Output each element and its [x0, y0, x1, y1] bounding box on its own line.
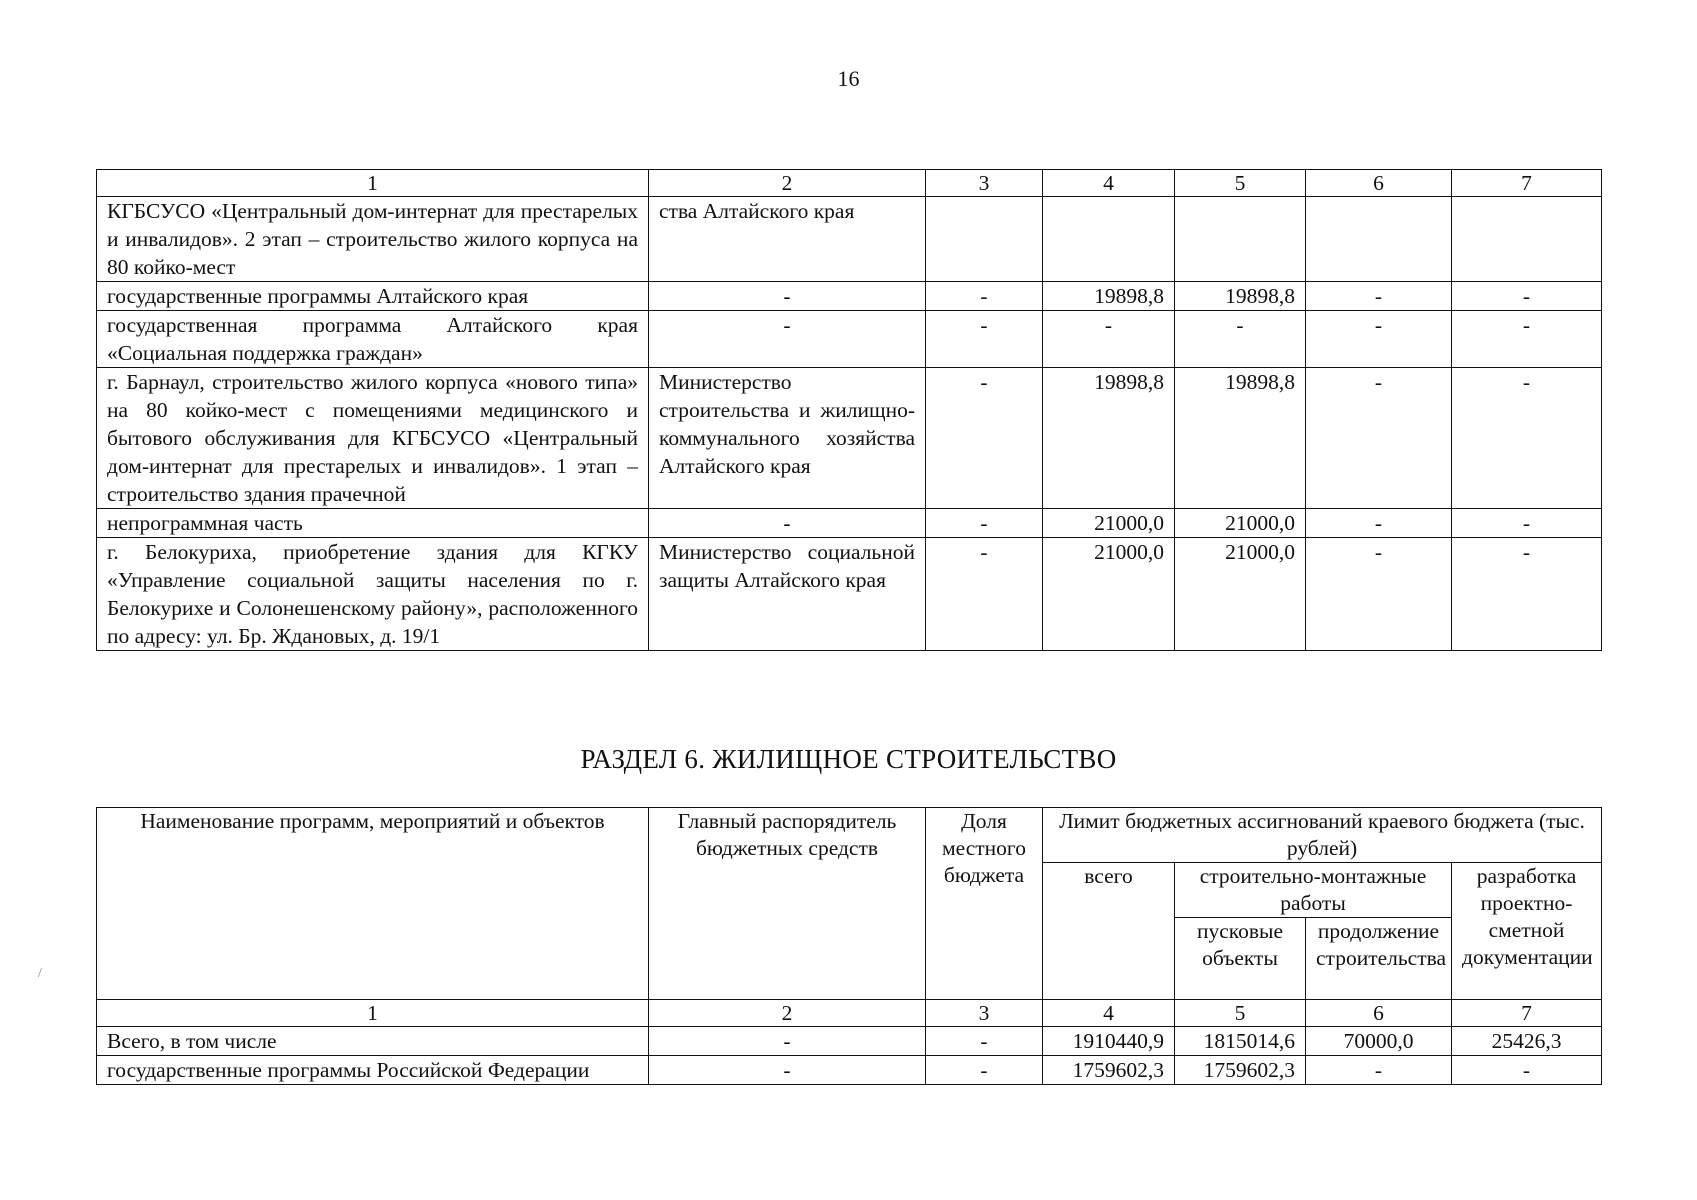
- column-number: 7: [1452, 170, 1602, 197]
- total-cell: 1910440,9: [1043, 1027, 1175, 1056]
- header-construction-works: строительно-монтажные работы: [1175, 863, 1452, 918]
- launch-objects-cell: 1759602,3: [1175, 1056, 1306, 1085]
- header-total: всего: [1043, 863, 1175, 1000]
- total-cell: -: [1043, 311, 1175, 368]
- column-numbers-row: [97, 170, 1602, 197]
- column-number: 2: [649, 1000, 926, 1027]
- launch-objects-cell: 21000,0: [1175, 538, 1306, 651]
- housing-construction-table: [96, 807, 1602, 1085]
- table-row: [97, 538, 1602, 651]
- distributor-cell: -: [649, 282, 926, 311]
- header-continuation: продолжение строительства: [1306, 918, 1452, 1000]
- total-cell: [1043, 197, 1175, 282]
- object-name-cell: Всего, в том числе: [97, 1027, 649, 1056]
- object-name-cell: г. Белокуриха, приобретение здания для КГКУ «Управление социальной защиты населения по г. Белокурихе и Солонешенскому району», расположенного по адресу: ул. Бр. Ждановых, д. 19/1: [97, 538, 649, 651]
- local-share-cell: -: [926, 509, 1043, 538]
- header-distributor: Главный распорядитель бюджетных средств: [649, 808, 926, 1000]
- continuation-cell: [1306, 197, 1452, 282]
- column-number: 4: [1043, 1000, 1175, 1027]
- launch-objects-cell: 1815014,6: [1175, 1027, 1306, 1056]
- header-local-share: Доля местного бюджета: [926, 808, 1043, 1000]
- total-cell: 19898,8: [1043, 282, 1175, 311]
- local-share-cell: -: [926, 1056, 1043, 1085]
- header-row: [97, 808, 1602, 863]
- column-number: 5: [1175, 1000, 1306, 1027]
- distributor-cell: -: [649, 311, 926, 368]
- column-number: 1: [97, 1000, 649, 1027]
- objects-table-continuation: [96, 169, 1602, 651]
- total-cell: 19898,8: [1043, 368, 1175, 509]
- launch-objects-cell: -: [1175, 311, 1306, 368]
- design-docs-cell: 25426,3: [1452, 1027, 1602, 1056]
- launch-objects-cell: [1175, 197, 1306, 282]
- column-number: 2: [649, 170, 926, 197]
- distributor-cell: ства Алтайского края: [649, 197, 926, 282]
- distributor-cell: Министерство социальной защиты Алтайского края: [649, 538, 926, 651]
- table-row: [97, 311, 1602, 368]
- design-docs-cell: -: [1452, 1056, 1602, 1085]
- continuation-cell: -: [1306, 509, 1452, 538]
- object-name-cell: государственные программы Алтайского края: [97, 282, 649, 311]
- launch-objects-cell: 19898,8: [1175, 282, 1306, 311]
- table-row: [97, 509, 1602, 538]
- table-row: [97, 1056, 1602, 1085]
- object-name-cell: непрограммная часть: [97, 509, 649, 538]
- distributor-cell: -: [649, 509, 926, 538]
- table-row: [97, 282, 1602, 311]
- page-number: 16: [837, 66, 860, 91]
- column-number: 1: [97, 170, 649, 197]
- continuation-cell: -: [1306, 311, 1452, 368]
- section-title: РАЗДЕЛ 6. ЖИЛИЩНОЕ СТРОИТЕЛЬСТВО: [580, 744, 1117, 774]
- local-share-cell: -: [926, 311, 1043, 368]
- design-docs-cell: [1452, 197, 1602, 282]
- column-number: 4: [1043, 170, 1175, 197]
- header-design-docs: разработка проектно-сметной документации: [1452, 863, 1602, 1000]
- column-number: 6: [1306, 1000, 1452, 1027]
- continuation-cell: 70000,0: [1306, 1027, 1452, 1056]
- object-name-cell: государственная программа Алтайского края «Социальная поддержка граждан»: [97, 311, 649, 368]
- header-launch-objects: пусковые объекты: [1175, 918, 1306, 1000]
- distributor-cell: -: [649, 1027, 926, 1056]
- object-name-cell: государственные программы Российской Федерации: [97, 1056, 649, 1085]
- design-docs-cell: -: [1452, 509, 1602, 538]
- total-cell: 1759602,3: [1043, 1056, 1175, 1085]
- column-number: 6: [1306, 170, 1452, 197]
- column-number: 5: [1175, 170, 1306, 197]
- local-share-cell: -: [926, 538, 1043, 651]
- object-name-cell: г. Барнаул, строительство жилого корпуса «нового типа» на 80 койко-мест с помещениями медицинского и бытового обслуживания для КГБСУСО «Центральный дом-интернат для престарелых и инвалидов». 1 этап – строительство здания прачечной: [97, 368, 649, 509]
- total-cell: 21000,0: [1043, 509, 1175, 538]
- scan-artifact-mark: /: [38, 966, 42, 981]
- design-docs-cell: -: [1452, 368, 1602, 509]
- header-name: Наименование программ, мероприятий и объектов: [97, 808, 649, 1000]
- launch-objects-cell: 21000,0: [1175, 509, 1306, 538]
- continuation-cell: -: [1306, 1056, 1452, 1085]
- column-numbers-row: [97, 1000, 1602, 1027]
- total-cell: 21000,0: [1043, 538, 1175, 651]
- object-name-cell: КГБСУСО «Центральный дом-интернат для престарелых и инвалидов». 2 этап – строительство жилого корпуса на 80 койко-мест: [97, 197, 649, 282]
- column-number: 7: [1452, 1000, 1602, 1027]
- continuation-cell: -: [1306, 368, 1452, 509]
- design-docs-cell: -: [1452, 311, 1602, 368]
- launch-objects-cell: 19898,8: [1175, 368, 1306, 509]
- table-row: [97, 1027, 1602, 1056]
- local-share-cell: -: [926, 368, 1043, 509]
- column-number: 3: [926, 170, 1043, 197]
- local-share-cell: [926, 197, 1043, 282]
- table-row: [97, 368, 1602, 509]
- local-share-cell: -: [926, 282, 1043, 311]
- design-docs-cell: -: [1452, 538, 1602, 651]
- header-budget-limit: Лимит бюджетных ассигнований краевого бюджета (тыс. рублей): [1043, 808, 1602, 863]
- column-number: 3: [926, 1000, 1043, 1027]
- continuation-cell: -: [1306, 282, 1452, 311]
- local-share-cell: -: [926, 1027, 1043, 1056]
- distributor-cell: -: [649, 1056, 926, 1085]
- table-row: [97, 197, 1602, 282]
- continuation-cell: -: [1306, 538, 1452, 651]
- design-docs-cell: -: [1452, 282, 1602, 311]
- distributor-cell: Министерство строительства и жилищно-коммунального хозяйства Алтайского края: [649, 368, 926, 509]
